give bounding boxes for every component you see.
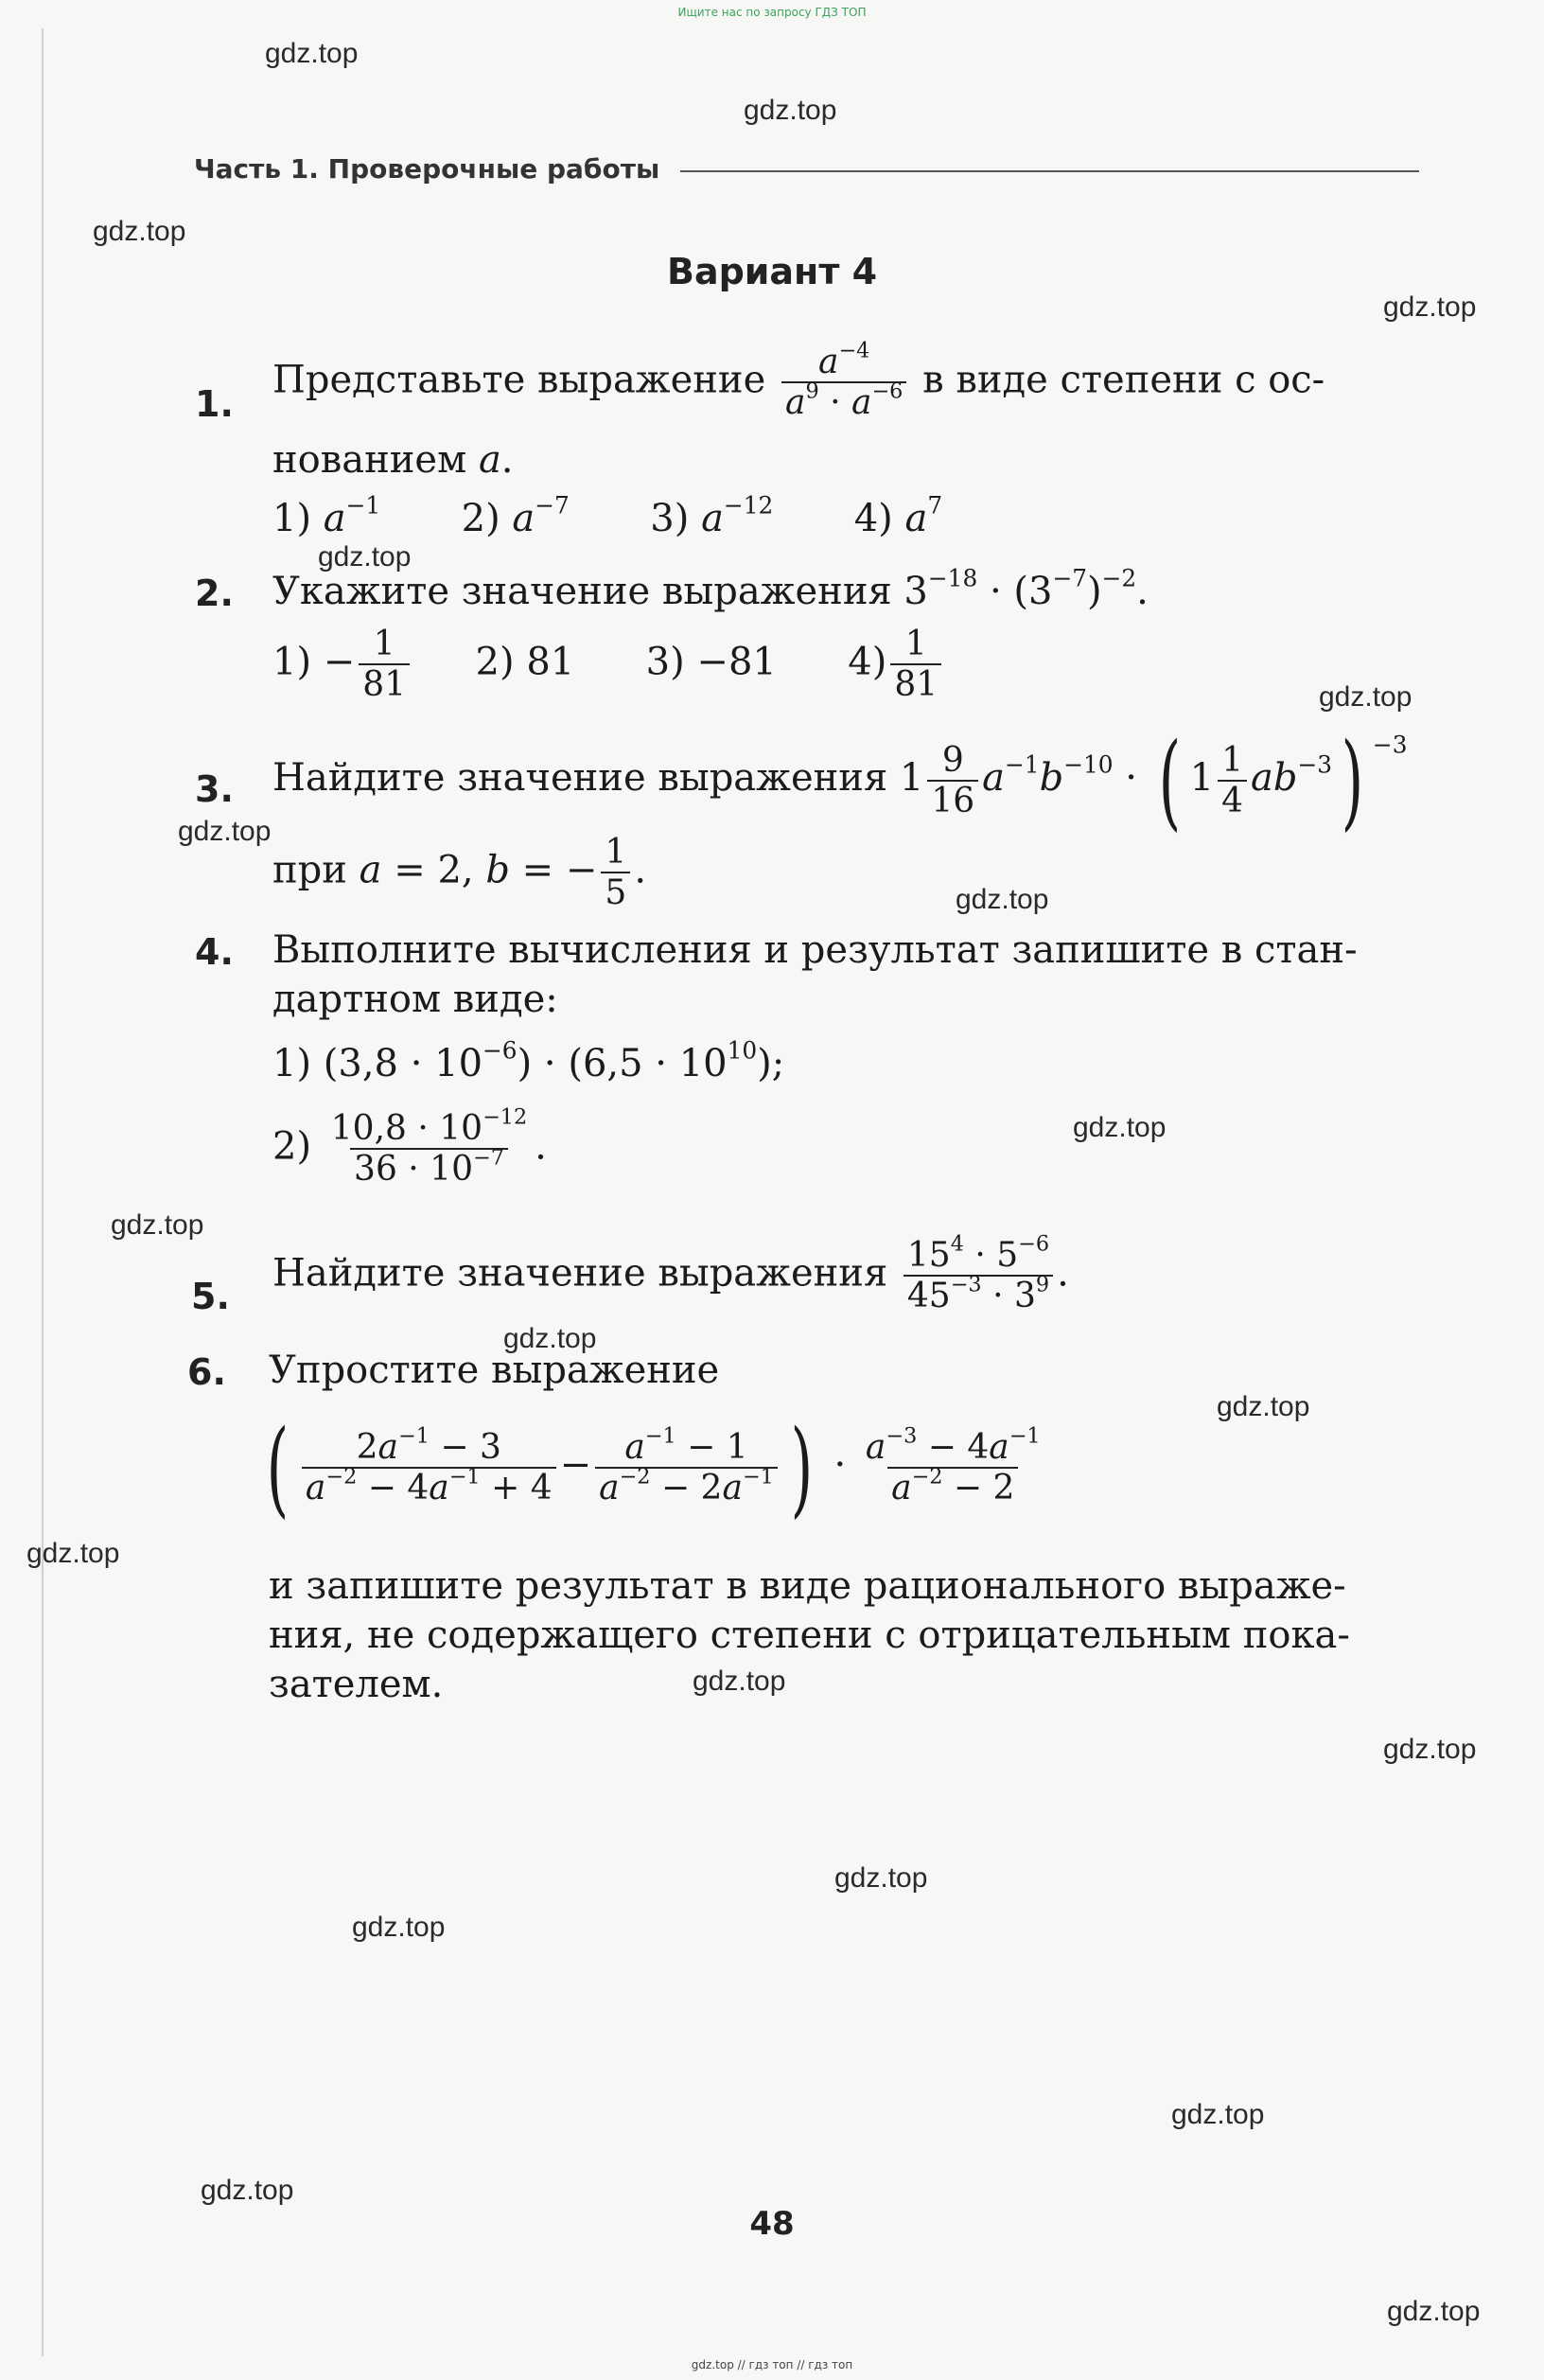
fraction: $\frac{a^{-4}}{a^9 \cdot a^{-6}}$ [781,343,906,423]
problem-3-line-2: при a = 2, b = − $\frac{1}{5}$ . [272,833,647,913]
problem-text-tail: в виде степени с ос- [922,358,1325,402]
problem-3-line-1: Найдите значение выражения 1 $\frac{9}{16}$ $a^{-1}b^{-10}$ · ( 1 $\frac{1}{4}$ $ab^{-3}$) $^{-3}$ [272,720,1408,841]
fraction: $\frac{15^4 \cdot 5^{-6}}{45^{-3} \cdot 3^9}$ [904,1236,1053,1316]
watermark: gdz.top [318,541,412,573]
fraction: $\frac{a^{-1} - 1}{a^{-2} - 2a^{-1}}$ [595,1428,778,1508]
fraction: $\frac{10,8 \cdot 10^{-12}}{36 \cdot 10^{-7}}$ [330,1104,528,1190]
answer-option: 4) [853,497,893,540]
problem-text: Найдите значение выражения [272,1251,888,1296]
page-number: 48 [749,2205,795,2243]
answer-option: 2) [461,497,500,540]
problem-4-line-2: дартном виде: [272,978,558,1021]
fraction: $\frac{1}{5}$ [601,833,630,913]
problem-4-part-1: 1) $(3,8 \cdot 10^{-6}) \cdot (6,5 \cdot 10^{10})$; [272,1036,785,1085]
answer-option: 4) [848,640,887,684]
page-title: Вариант 4 [666,251,878,292]
watermark: gdz.top [1171,2099,1265,2130]
problem-5-line-1: Найдите значение выражения $\frac{15^4 \cdot 5^{-6}}{45^{-3} \cdot 3^9}$ . [272,1231,1069,1316]
watermark: gdz.top [693,1666,786,1697]
problem-text: нованием [272,438,467,482]
problem-6-line-4: ния, не содержащего степени с отрицательным пока- [269,1613,1350,1657]
watermark: gdz.top [26,1538,120,1569]
fraction: $\frac{a^{-3} - 4a^{-1}}{a^{-2} - 2}$ [865,1422,1041,1507]
problem-text: Найдите значение выражения [272,756,888,800]
problem-6-line-5: зателем. [269,1663,444,1706]
problem-text: Укажите значение выражения [272,570,892,613]
watermark: gdz.top [178,816,272,847]
fraction: $\frac{1}{4}$ [1218,741,1247,821]
fraction: $\frac{1}{81}$ [359,625,410,705]
problem-number: 6. [187,1351,226,1393]
watermark: gdz.top [503,1323,597,1354]
watermark: gdz.top [352,1912,446,1943]
problem-6-line-1: Упростите выражение [269,1349,720,1392]
problem-1-line-2: нованием a. [272,438,514,482]
problem-number: 4. [195,931,234,973]
watermark: gdz.top [1383,1734,1477,1765]
watermark: gdz.top [111,1209,204,1241]
watermark: gdz.top [834,1862,928,1894]
problem-4-line-1: Выполните вычисления и результат запишите в стан- [272,928,1358,972]
watermark: gdz.top [93,216,186,247]
problem-4-part-2: 2) $\frac{10,8 \cdot 10^{-12}}{36 \cdot 10^{-7}}$ . [272,1104,547,1190]
watermark: gdz.top [1387,2296,1481,2327]
fraction: $\frac{1}{81}$ [890,625,941,705]
problem-2-answers [272,625,945,705]
site-note-top: Ищите нас по запросу ГДЗ ТОП [677,6,867,19]
watermark: gdz.top [1217,1391,1310,1422]
problem-number: 2. [195,573,234,614]
answer-option: 1) [272,497,312,540]
problem-text: при [272,848,347,892]
answer-option: 3) −81 [645,640,777,684]
page-edge [42,28,44,2356]
site-note-bottom: gdz.top // гдз топ // гдз топ [691,2358,853,2371]
problem-6-line-3: и запишите результат в виде рационального выраже- [269,1564,1346,1608]
fraction: $\frac{9}{16}$ [927,741,978,821]
answer-option: 1) − [272,640,356,684]
problem-number: 5. [191,1276,230,1317]
problem-6-expression: ( $\frac{2a^{-1} - 3}{a^{-2} - 4a^{-1} + 4}$ − $\frac{a^{-1} - 1}{a^{-2} - 2a^{-1}}$ ) · $\frac{a^{-3} - 4a^{-1}}{a^{-2} - 2}$ [257,1416,1048,1520]
problem-number: 3. [195,768,234,810]
header-title: Часть 1. Проверочные работы [194,152,660,185]
watermark: gdz.top [1319,681,1412,713]
fraction: $\frac{2a^{-1} - 3}{a^{-2} - 4a^{-1} + 4}$ [302,1428,556,1508]
answer-option: 3) [650,497,690,540]
header-rule [680,170,1419,172]
watermark: gdz.top [265,38,359,69]
section-header [194,150,1419,187]
problem-2-line-1: Укажите значение выражения $3^{-18} \cdot (3^{-7})^{-2}$. [272,564,1149,613]
watermark: gdz.top [1073,1112,1167,1143]
problem-1-line-1 [272,338,1325,423]
watermark: gdz.top [956,884,1049,915]
watermark: gdz.top [201,2175,294,2206]
watermark: gdz.top [744,95,837,126]
problem-number: 1. [195,383,234,425]
answer-option: 2) 81 [475,640,575,684]
problem-text: Представьте выражение [272,358,766,402]
watermark: gdz.top [1383,291,1477,323]
problem-1-answers: 1) $a^{-1}$ 2) $a^{-7}$ 3) $a^{-12}$ 4) $a^7$ [272,491,943,540]
